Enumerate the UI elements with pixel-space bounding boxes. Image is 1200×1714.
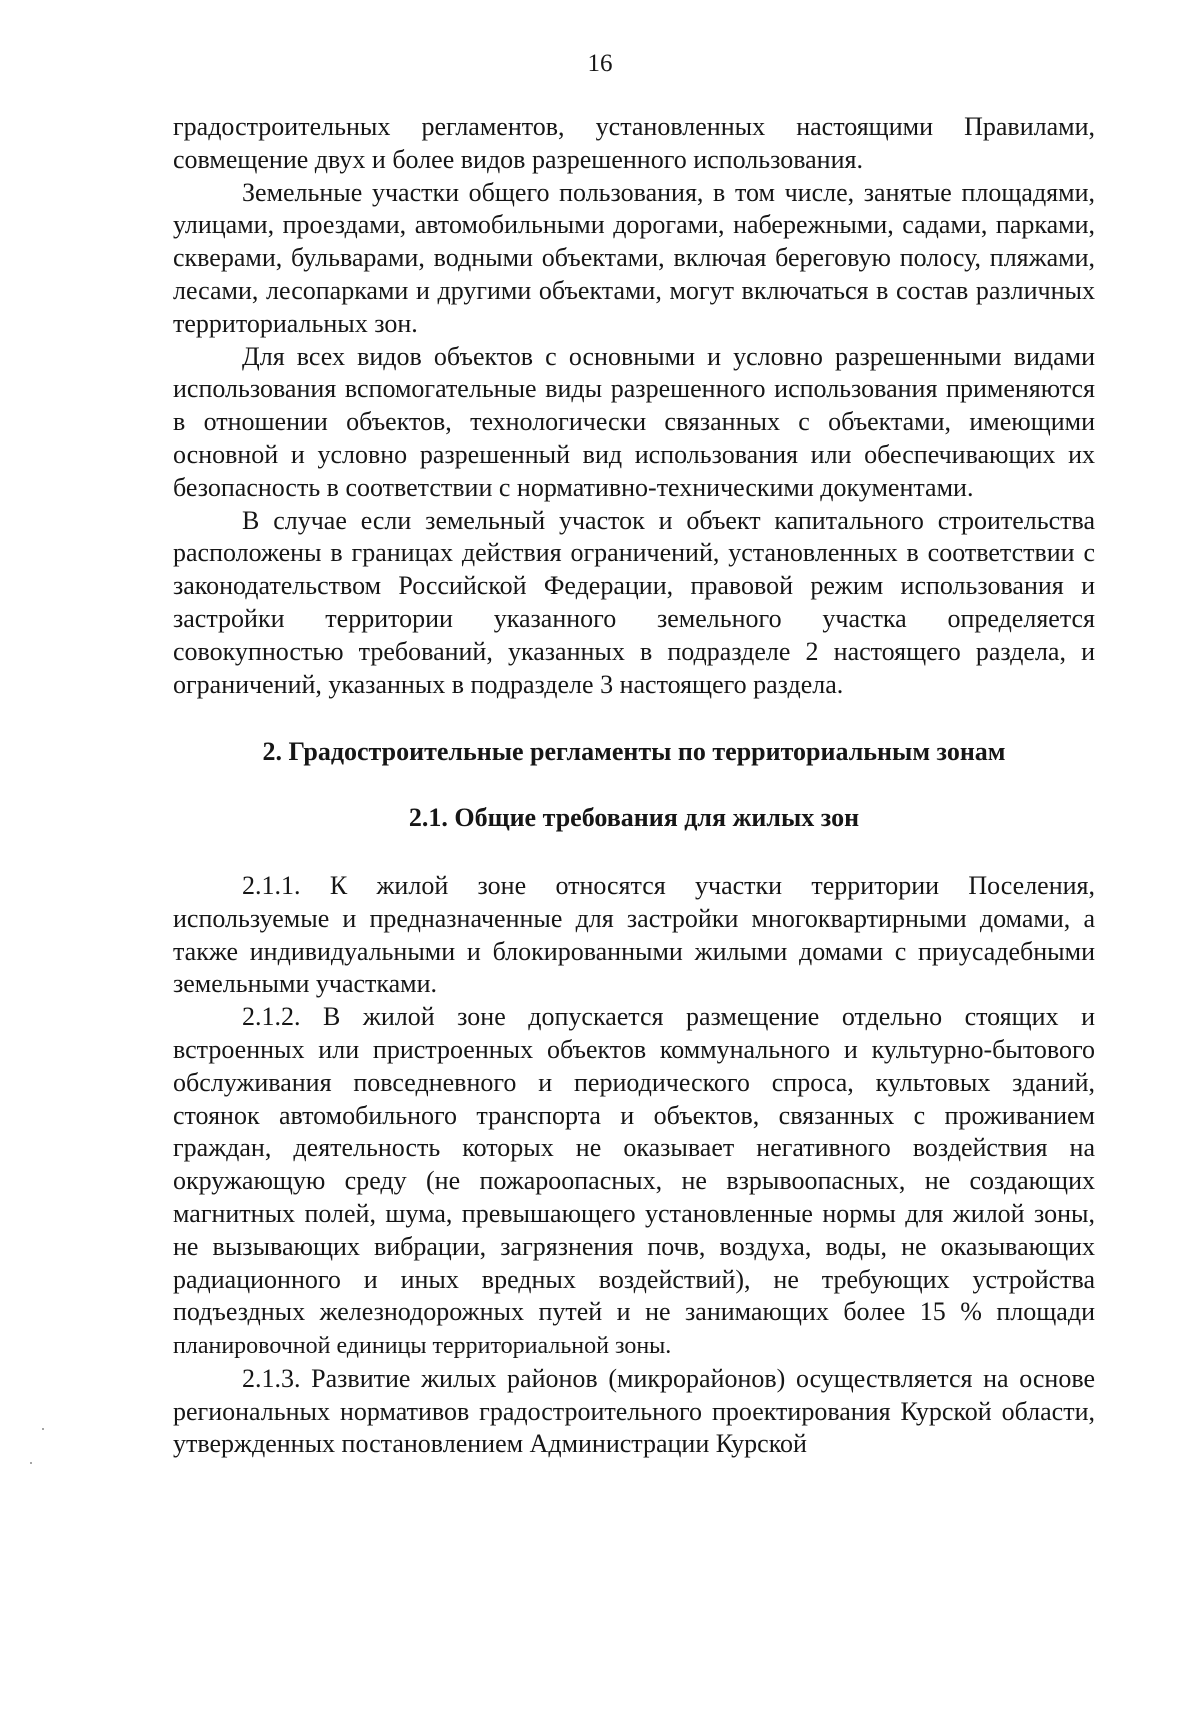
paragraph-public-land: Земельные участки общего пользования, в том числе, занятые площадями, улицами, проездами, автомобильными дорогами, набережными, садами, парками, скверами, бульварами, водными объектами, включая береговую полосу, пляжами, лесами, лесопарками и другими объектами, могут включаться в состав различных территориальных зон.	[173, 177, 1095, 338]
document-body	[173, 111, 1095, 1461]
section-heading: 2. Градостроительные регламенты по территориальным зонам	[262, 737, 1006, 767]
clause-2-1-1: 2.1.1. К жилой зоне относятся участки территории Поселения, используемые и предназначенные для застройки многоквартирными домами, а также индивидуальными и блокированными жилыми домами с приусадебными земельными участками.	[173, 870, 1095, 999]
page-number: 16	[587, 50, 613, 77]
subsection-heading: 2.1. Общие требования для жилых зон	[408, 803, 860, 833]
paragraph-continuation: градостроительных регламентов, установленных настоящими Правилами, совмещение двух и более видов разрешенного использования.	[173, 112, 1095, 174]
paragraph-restrictions: В случае если земельный участок и объект капитального строительства расположены в границах действия ограничений, установленных в соответствии с законодательством Российской Федерации, правовой режим использования и застройки территории указанного земельного участка определяется совокупностью требований, указанных в подразделе 2 настоящего раздела, и ограничений, указанных в подразделе 3 настоящего раздела.	[173, 505, 1095, 699]
paragraph-auxiliary-use: Для всех видов объектов с основными и условно разрешенными видами использования вспомогательные виды разрешенного использования применяются в отношении объектов, технологически связанных с объектами, имеющими основной и условно разрешенный вид использования или обеспечивающих их безопасность в соответствии с нормативно-техническими документами.	[173, 341, 1095, 502]
clause-2-1-2-tail: планировочной единицы территориальной зоны.	[173, 1333, 672, 1360]
scan-speck	[30, 1462, 32, 1464]
clause-2-1-2	[173, 1001, 1095, 1363]
clause-2-1-2-text: 2.1.2. В жилой зоне допускается размещение отдельно стоящих и встроенных или пристроенных объектов коммунального и культурно-бытового обслуживания повседневного и периодического спроса, культовых зданий, стоянок автомобильного транспорта и объектов, связанных с проживанием граждан, деятельность которых не оказывает негативного воздействия на окружающую среду (не пожароопасных, не взрывоопасных, не создающих магнитных полей, шума, превышающего установленные нормы для жилой зоны, не вызывающих вибрации, загрязнения почв, воздуха, воды, не оказывающих радиационного и иных вредных воздействий), не требующих устройства подъездных железнодорожных путей и не занимающих более 15 % площади	[173, 1002, 1095, 1327]
scan-speck	[42, 1428, 44, 1430]
clause-2-1-3: 2.1.3. Развитие жилых районов (микрорайонов) осуществляется на основе региональных нормативов градостроительного проектирования Курской области, утвержденных постановлением Администрации Курской	[173, 1363, 1095, 1459]
